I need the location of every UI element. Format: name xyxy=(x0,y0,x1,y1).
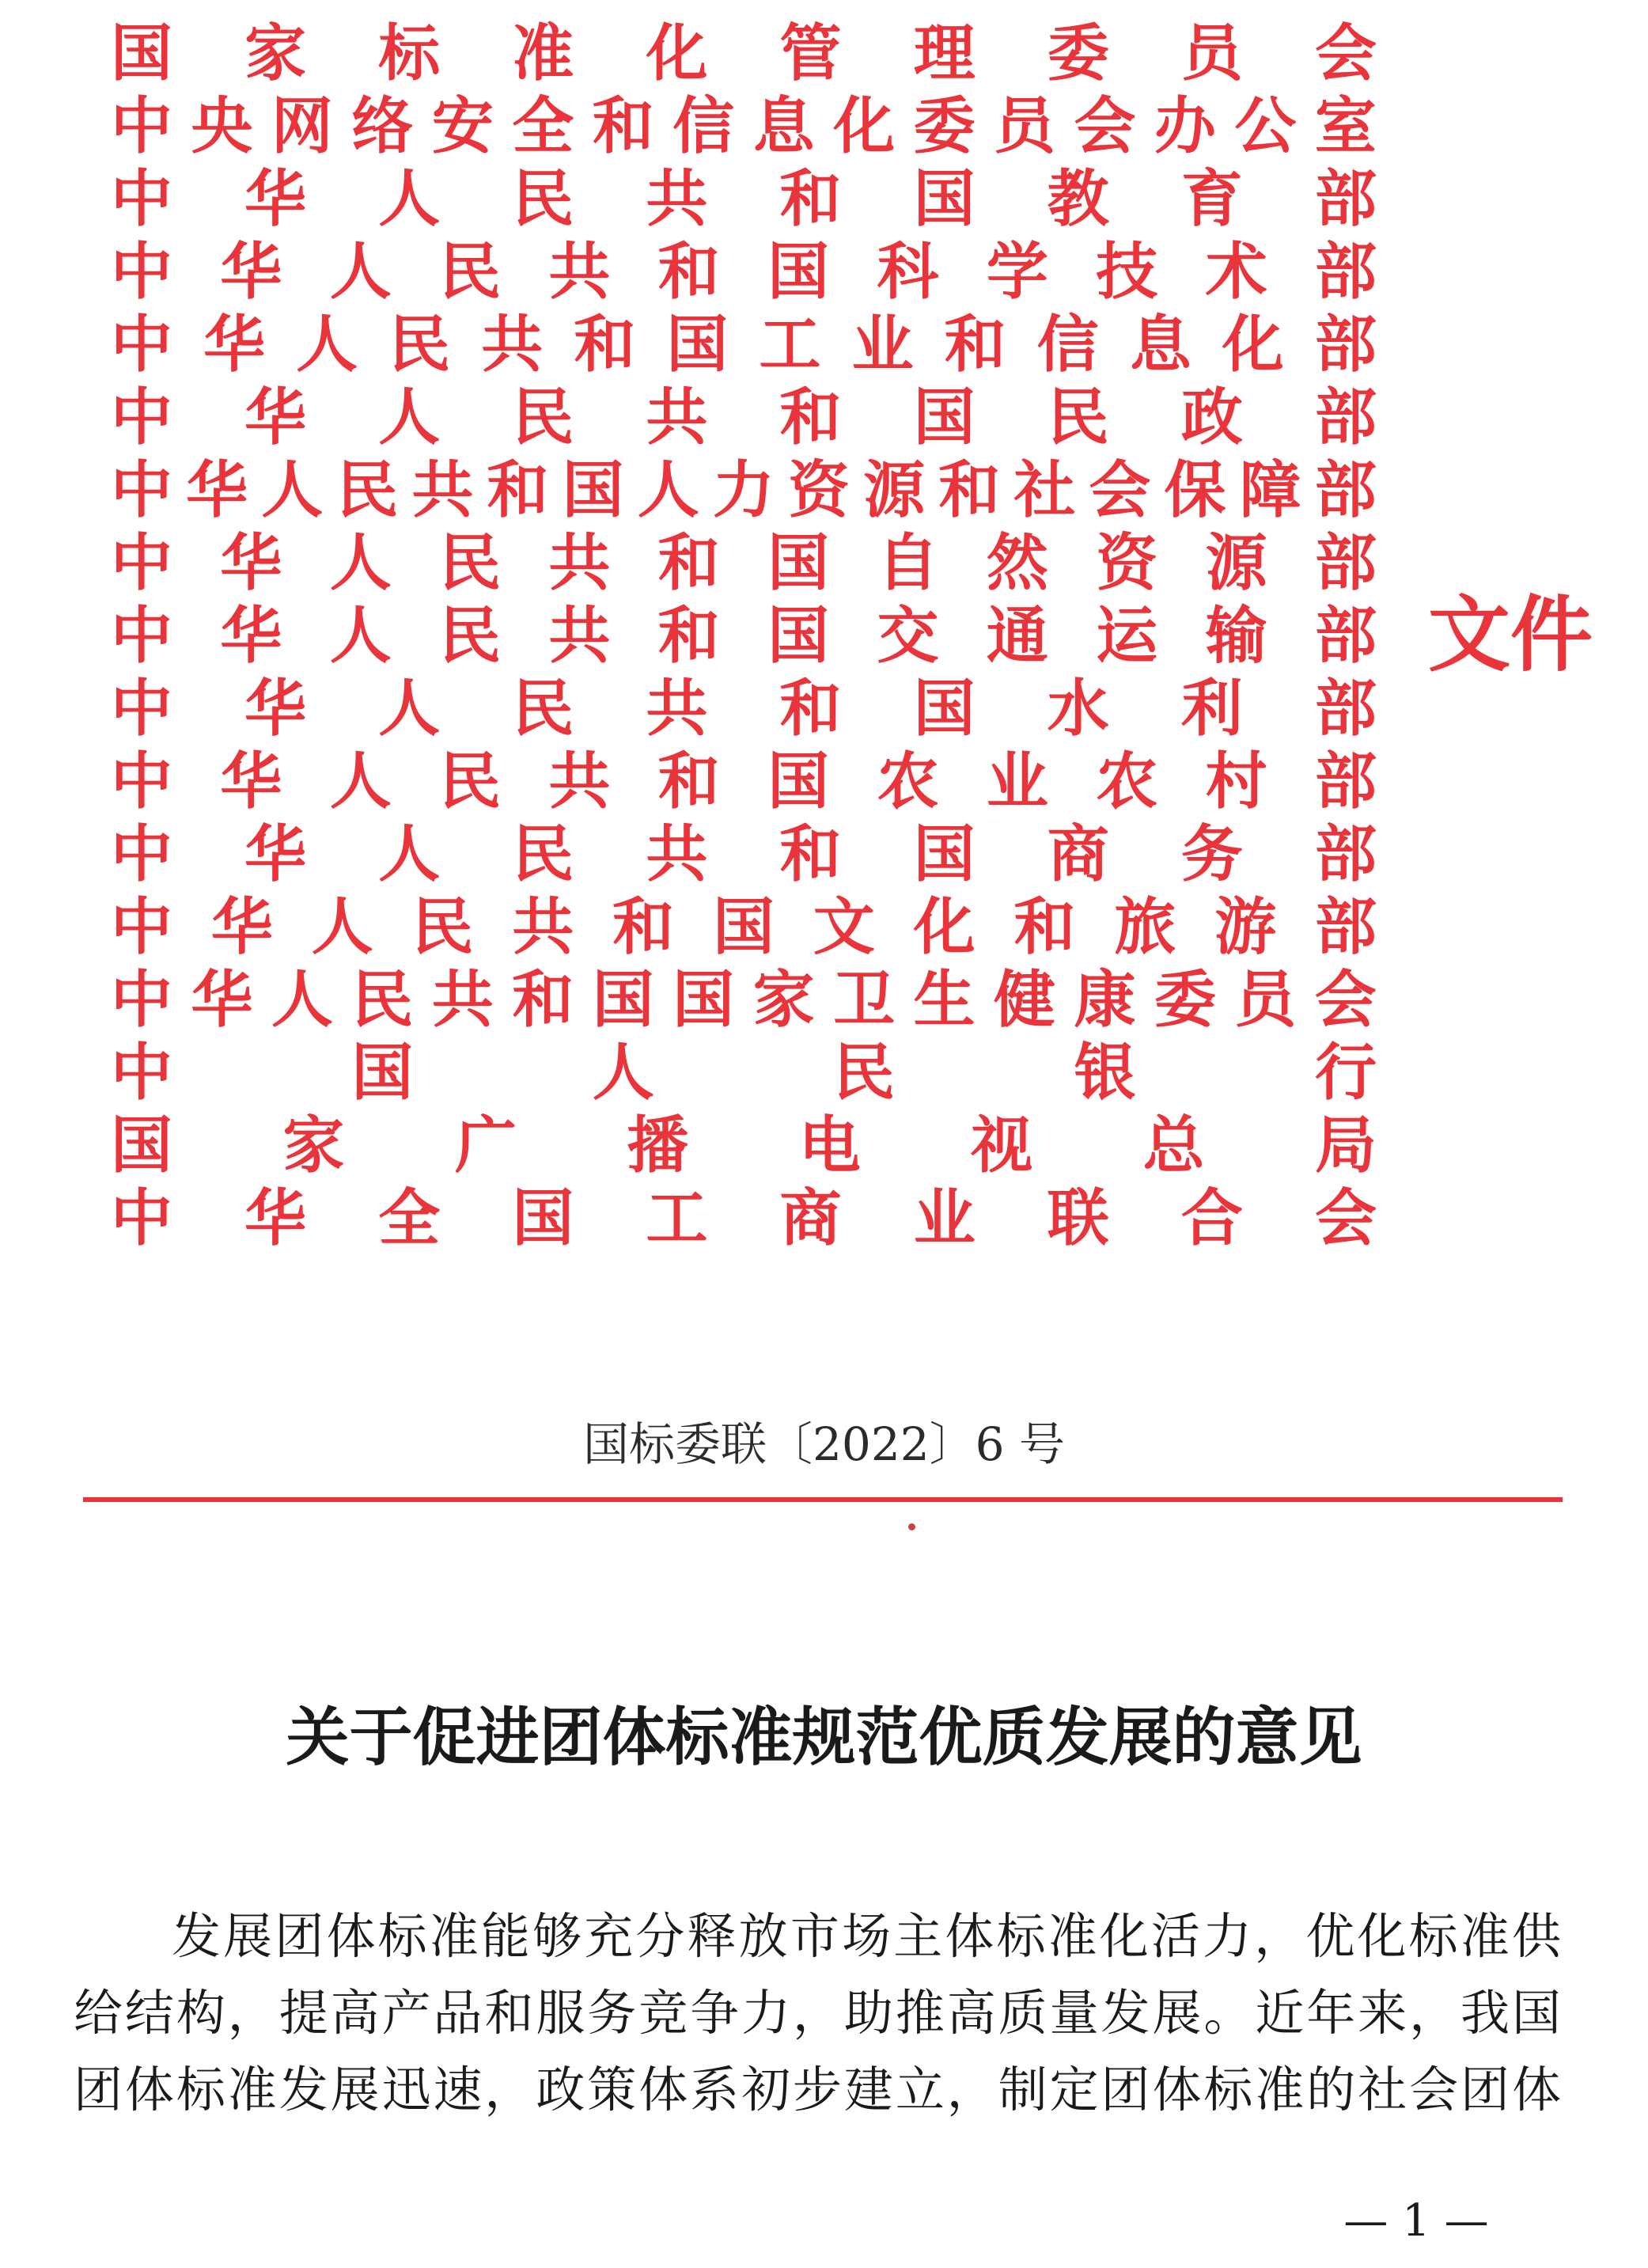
department-char: 国 xyxy=(512,1182,574,1254)
department-line xyxy=(111,17,1377,90)
department-char: 人 xyxy=(378,163,441,235)
department-char: 国 xyxy=(712,891,775,963)
department-char: 局 xyxy=(1314,1109,1377,1181)
department-char: 公 xyxy=(1234,90,1297,162)
department-char: 会 xyxy=(1314,964,1377,1036)
department-char: 输 xyxy=(1205,600,1267,672)
department-char: 行 xyxy=(1314,1037,1377,1109)
department-char: 和 xyxy=(612,891,675,963)
header-suffix-wenjian: 文件 xyxy=(1428,586,1593,683)
department-char: 和 xyxy=(574,309,636,381)
department-char: 民 xyxy=(512,163,574,235)
department-char: 资 xyxy=(1096,527,1158,599)
department-char: 中 xyxy=(111,891,173,963)
department-char: 室 xyxy=(1314,90,1377,162)
department-char: 华 xyxy=(210,891,273,963)
department-char: 中 xyxy=(111,600,173,672)
department-char: 工 xyxy=(646,1182,708,1254)
department-char: 民 xyxy=(512,381,574,453)
department-char: 中 xyxy=(111,527,173,599)
department-char: 和 xyxy=(592,90,654,162)
department-line xyxy=(111,381,1377,454)
department-char: 共 xyxy=(431,964,494,1036)
department-char: 华 xyxy=(220,527,282,599)
department-char: 国 xyxy=(672,964,735,1036)
department-line xyxy=(111,163,1377,236)
department-line xyxy=(111,600,1377,673)
department-char: 人 xyxy=(378,673,441,745)
department-char: 卫 xyxy=(833,964,896,1036)
department-char: 技 xyxy=(1096,236,1158,308)
department-char: 和 xyxy=(944,309,1006,381)
department-char: 业 xyxy=(986,745,1048,817)
department-char: 办 xyxy=(1154,90,1216,162)
department-char: 信 xyxy=(1036,309,1099,381)
department-char: 共 xyxy=(548,600,611,672)
department-char: 和 xyxy=(487,454,549,526)
department-char: 委 xyxy=(913,90,976,162)
department-char: 运 xyxy=(1096,600,1158,672)
department-char: 共 xyxy=(646,673,708,745)
department-char: 障 xyxy=(1239,454,1301,526)
department-char: 和 xyxy=(779,163,842,235)
department-char: 华 xyxy=(244,1182,307,1254)
department-char: 民 xyxy=(439,745,502,817)
department-char: 健 xyxy=(993,964,1055,1036)
issuing-authorities-header xyxy=(111,17,1377,1255)
department-char: 安 xyxy=(431,90,494,162)
department-line xyxy=(111,454,1377,527)
department-char: 教 xyxy=(1047,163,1109,235)
department-char: 息 xyxy=(752,90,815,162)
department-char: 人 xyxy=(296,309,358,381)
document-number: 国标委联〔2022〕6 号 xyxy=(583,1417,1065,1471)
department-char: 资 xyxy=(787,454,850,526)
department-char: 民 xyxy=(439,527,502,599)
department-char: 部 xyxy=(1314,745,1377,817)
department-char: 村 xyxy=(1205,745,1267,817)
department-char: 国 xyxy=(913,818,976,890)
department-char: 标 xyxy=(378,17,441,89)
department-char: 华 xyxy=(244,818,307,890)
department-line xyxy=(111,891,1377,964)
department-char: 会 xyxy=(1314,1182,1377,1254)
department-char: 人 xyxy=(261,454,324,526)
department-line xyxy=(111,309,1377,381)
department-char: 化 xyxy=(1222,309,1284,381)
department-char: 生 xyxy=(913,964,976,1036)
department-char: 中 xyxy=(111,964,173,1036)
body-line: 发展团体标准能够充分释放市场主体标准化活力，优化标准供 xyxy=(172,1907,1561,1965)
department-char: 人 xyxy=(592,1037,654,1109)
department-char: 旅 xyxy=(1114,891,1176,963)
department-char: 民 xyxy=(388,309,451,381)
department-char: 理 xyxy=(913,17,976,89)
department-char: 员 xyxy=(1180,17,1243,89)
department-char: 视 xyxy=(971,1109,1033,1181)
department-char: 民 xyxy=(1047,381,1109,453)
department-char: 部 xyxy=(1314,891,1377,963)
department-char: 民 xyxy=(439,236,502,308)
department-char: 科 xyxy=(877,236,939,308)
body-line: 给结构，提高产品和服务竞争力，助推高质量发展。近年来，我国 xyxy=(74,1984,1561,2042)
body-paragraph xyxy=(74,1898,1561,2128)
department-char: 水 xyxy=(1047,673,1109,745)
department-char: 共 xyxy=(512,891,574,963)
department-char: 自 xyxy=(877,527,939,599)
department-char: 和 xyxy=(657,236,720,308)
department-char: 中 xyxy=(111,309,173,381)
department-char: 华 xyxy=(244,673,307,745)
department-char: 国 xyxy=(562,454,624,526)
department-char: 电 xyxy=(798,1109,861,1181)
department-char: 化 xyxy=(646,17,708,89)
department-char: 国 xyxy=(767,600,830,672)
department-char: 员 xyxy=(993,90,1055,162)
department-char: 交 xyxy=(877,600,939,672)
department-char: 网 xyxy=(271,90,333,162)
department-char: 中 xyxy=(111,381,173,453)
department-char: 力 xyxy=(712,454,775,526)
department-char: 总 xyxy=(1142,1109,1205,1181)
department-char: 和 xyxy=(512,964,574,1036)
department-char: 中 xyxy=(111,90,173,162)
department-line xyxy=(111,90,1377,163)
department-char: 通 xyxy=(986,600,1048,672)
department-line xyxy=(111,527,1377,600)
department-char: 和 xyxy=(779,673,842,745)
department-char: 家 xyxy=(244,17,307,89)
department-char: 华 xyxy=(244,381,307,453)
department-char: 人 xyxy=(329,236,392,308)
department-char: 华 xyxy=(191,964,253,1036)
department-char: 国 xyxy=(592,964,654,1036)
department-char: 共 xyxy=(646,381,708,453)
department-line xyxy=(111,818,1377,891)
department-char: 部 xyxy=(1314,309,1377,381)
department-char: 人 xyxy=(637,454,699,526)
department-char: 部 xyxy=(1314,236,1377,308)
department-char: 民 xyxy=(439,600,502,672)
department-char: 准 xyxy=(512,17,574,89)
department-char: 化 xyxy=(913,891,976,963)
department-line xyxy=(111,1109,1377,1182)
department-char: 人 xyxy=(329,527,392,599)
red-separator-line xyxy=(83,1497,1563,1502)
department-char: 部 xyxy=(1314,527,1377,599)
department-char: 共 xyxy=(646,818,708,890)
department-char: 化 xyxy=(833,90,896,162)
department-char: 农 xyxy=(877,745,939,817)
department-char: 委 xyxy=(1047,17,1109,89)
department-char: 康 xyxy=(1074,964,1136,1036)
department-char: 共 xyxy=(548,745,611,817)
department-char: 华 xyxy=(220,745,282,817)
department-char: 人 xyxy=(311,891,373,963)
department-char: 和 xyxy=(657,745,720,817)
department-line xyxy=(111,964,1377,1037)
department-char: 和 xyxy=(938,454,1001,526)
department-char: 家 xyxy=(752,964,815,1036)
department-char: 委 xyxy=(1154,964,1216,1036)
department-char: 会 xyxy=(1314,17,1377,89)
department-char: 和 xyxy=(1013,891,1076,963)
department-char: 工 xyxy=(759,309,821,381)
department-char: 华 xyxy=(220,600,282,672)
department-char: 然 xyxy=(986,527,1048,599)
department-char: 和 xyxy=(657,527,720,599)
department-char: 部 xyxy=(1314,600,1377,672)
department-char: 络 xyxy=(351,90,414,162)
department-char: 国 xyxy=(351,1037,414,1109)
department-char: 全 xyxy=(512,90,574,162)
department-char: 合 xyxy=(1180,1182,1243,1254)
department-char: 央 xyxy=(191,90,253,162)
department-char: 人 xyxy=(329,745,392,817)
department-char: 联 xyxy=(1047,1182,1109,1254)
department-char: 人 xyxy=(271,964,333,1036)
department-char: 民 xyxy=(833,1037,896,1109)
department-char: 民 xyxy=(512,818,574,890)
department-char: 民 xyxy=(351,964,414,1036)
department-char: 部 xyxy=(1314,673,1377,745)
department-char: 国 xyxy=(767,236,830,308)
department-char: 中 xyxy=(111,163,173,235)
department-line xyxy=(111,745,1377,818)
department-char: 管 xyxy=(779,17,842,89)
department-char: 家 xyxy=(282,1109,345,1181)
department-char: 游 xyxy=(1214,891,1277,963)
department-char: 业 xyxy=(851,309,914,381)
department-char: 国 xyxy=(767,527,830,599)
department-char: 业 xyxy=(913,1182,976,1254)
department-char: 部 xyxy=(1314,381,1377,453)
department-char: 保 xyxy=(1164,454,1226,526)
department-char: 源 xyxy=(863,454,926,526)
department-char: 华 xyxy=(203,309,266,381)
department-char: 人 xyxy=(329,600,392,672)
department-char: 中 xyxy=(111,673,173,745)
body-line: 团体标准发展迅速，政策体系初步建立，制定团体标准的社会团体 xyxy=(74,2061,1561,2118)
department-char: 部 xyxy=(1314,454,1377,526)
page-number: — 1 — xyxy=(1343,2195,1489,2247)
department-char: 共 xyxy=(548,527,611,599)
department-char: 国 xyxy=(666,309,729,381)
department-char: 中 xyxy=(111,1182,173,1254)
department-line xyxy=(111,236,1377,309)
department-char: 务 xyxy=(1180,818,1243,890)
department-char: 中 xyxy=(111,745,173,817)
department-char: 民 xyxy=(411,891,474,963)
department-char: 会 xyxy=(1089,454,1151,526)
department-char: 国 xyxy=(913,673,976,745)
department-char: 中 xyxy=(111,1037,173,1109)
department-char: 息 xyxy=(1129,309,1191,381)
department-char: 部 xyxy=(1314,818,1377,890)
department-char: 会 xyxy=(1074,90,1136,162)
red-mark-dot xyxy=(908,1523,915,1530)
department-char: 学 xyxy=(986,236,1048,308)
department-char: 和 xyxy=(779,818,842,890)
department-char: 全 xyxy=(378,1182,441,1254)
department-char: 共 xyxy=(481,309,544,381)
department-char: 商 xyxy=(779,1182,842,1254)
department-char: 中 xyxy=(111,236,173,308)
document-title: 关于促进团体标准规范优质发展的意见 xyxy=(286,1700,1362,1774)
department-char: 中 xyxy=(111,818,173,890)
department-char: 国 xyxy=(111,1109,173,1181)
department-line xyxy=(111,1037,1377,1109)
department-char: 政 xyxy=(1180,381,1243,453)
department-char: 广 xyxy=(454,1109,517,1181)
department-char: 人 xyxy=(378,818,441,890)
department-char: 华 xyxy=(186,454,248,526)
department-char: 共 xyxy=(646,163,708,235)
department-char: 国 xyxy=(913,381,976,453)
department-char: 人 xyxy=(378,381,441,453)
department-char: 民 xyxy=(336,454,399,526)
department-char: 银 xyxy=(1074,1037,1136,1109)
department-char: 播 xyxy=(627,1109,689,1181)
department-line xyxy=(111,1182,1377,1255)
department-char: 共 xyxy=(548,236,611,308)
department-line xyxy=(111,673,1377,745)
department-char: 民 xyxy=(512,673,574,745)
department-char: 信 xyxy=(672,90,735,162)
department-char: 源 xyxy=(1205,527,1267,599)
department-char: 中 xyxy=(111,454,173,526)
department-char: 术 xyxy=(1205,236,1267,308)
department-char: 文 xyxy=(813,891,875,963)
department-char: 华 xyxy=(220,236,282,308)
department-char: 国 xyxy=(913,163,976,235)
department-char: 社 xyxy=(1013,454,1076,526)
department-char: 国 xyxy=(767,745,830,817)
department-char: 员 xyxy=(1234,964,1297,1036)
department-char: 部 xyxy=(1314,163,1377,235)
department-char: 农 xyxy=(1096,745,1158,817)
department-char: 华 xyxy=(244,163,307,235)
department-char: 国 xyxy=(111,17,173,89)
department-char: 育 xyxy=(1180,163,1243,235)
department-char: 商 xyxy=(1047,818,1109,890)
department-char: 利 xyxy=(1180,673,1243,745)
department-char: 和 xyxy=(657,600,720,672)
department-char: 共 xyxy=(411,454,474,526)
department-char: 和 xyxy=(779,381,842,453)
